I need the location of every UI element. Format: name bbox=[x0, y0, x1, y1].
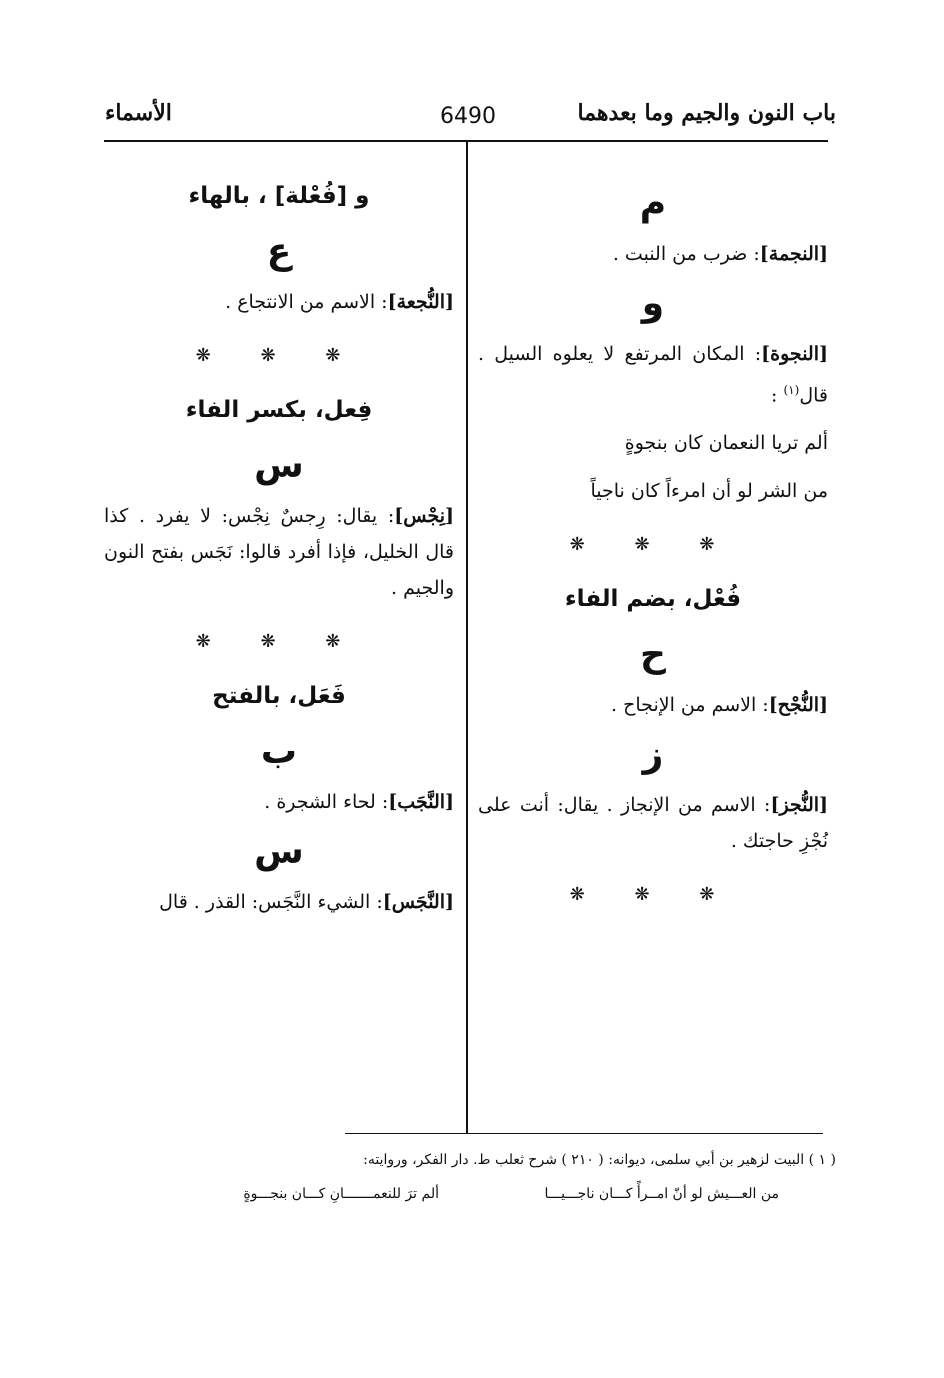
section-separator: ❋ ❋ ❋ bbox=[195, 631, 363, 652]
letter-heading-waw: و bbox=[641, 283, 665, 324]
entry-najas bbox=[104, 884, 454, 920]
footnote-1: ( ١ ) البيت لزهير بن أبي سلمى، ديوانه: ( ٢١٠ ) شرح ثعلب ط. دار الفكر، وروايته: bbox=[363, 1152, 836, 1168]
definition-nujz: : الاسم من الإنجاز . يقال: أنت على نُجْزِ حاجتك . bbox=[478, 794, 828, 853]
column-divider bbox=[466, 142, 468, 1134]
entry-nijs bbox=[104, 498, 454, 606]
letter-heading-sin: س bbox=[254, 831, 304, 872]
entry-nujz bbox=[478, 787, 828, 859]
definition-najas: : الشيء النَّجَس: القذر . قال bbox=[159, 891, 383, 913]
definition-najma: : ضرب من النبت . bbox=[612, 243, 760, 265]
section-separator: ❋ ❋ ❋ bbox=[195, 345, 363, 366]
section-separator: ❋ ❋ ❋ bbox=[569, 534, 737, 556]
section-heading-fula: و [فُعْلة] ، بالهاء bbox=[188, 183, 370, 209]
page-number: 6490 bbox=[440, 104, 496, 129]
entry-najab bbox=[104, 784, 454, 820]
section-separator: ❋ ❋ ❋ bbox=[569, 884, 737, 906]
verse-line-2: من الشر لو أن امرءاً كان ناجياً bbox=[590, 480, 828, 503]
footnote-verse-first-hemistich: ألم ترَ للنعمـــــــانِ كـــان بنجـــوةٍ bbox=[243, 1186, 439, 1202]
footnote-rule bbox=[345, 1133, 823, 1134]
entry-najwa bbox=[478, 336, 828, 413]
headword-najas: [النَّجَس] bbox=[382, 891, 454, 913]
entry-nujh bbox=[478, 687, 828, 723]
definition-najwa: : المكان المرتفع لا يعلوه السيل . قال bbox=[478, 343, 828, 407]
footnote-verse-second-hemistich: من العـــيش لو أنّ امــرأً كـــان ناجـــيـــا bbox=[544, 1186, 779, 1202]
headword-nujh: [النُّجْح] bbox=[768, 694, 828, 717]
running-header-right: باب النون والجيم وما بعدهما bbox=[577, 100, 836, 126]
colon: : bbox=[771, 384, 778, 407]
definition-nujaa: : الاسم من الانتجاع . bbox=[225, 291, 388, 313]
entry-nujaa bbox=[104, 284, 454, 320]
letter-heading-ha: ح bbox=[640, 634, 666, 676]
headword-nujaa: [النُّجعة] bbox=[387, 291, 454, 313]
headword-najab: [النَّجَب] bbox=[388, 791, 454, 813]
definition-nujh: : الاسم من الإنجاح . bbox=[611, 694, 769, 717]
headword-najma: [النجمة] bbox=[759, 243, 828, 265]
entry-najma bbox=[478, 236, 828, 272]
letter-heading-ain: ع bbox=[266, 231, 292, 272]
right-column bbox=[478, 172, 828, 931]
left-column bbox=[104, 172, 454, 928]
definition-nijs: : يقال: رِجسٌ نِجْس: لا يفرد . كذا قال الخليل، فإذا أفرد قالوا: نَجَس بفتح النون والجيم . bbox=[104, 505, 454, 599]
letter-heading-mim: م bbox=[639, 183, 667, 224]
verse-line-1: ألم تريا النعمان كان بنجوةٍ bbox=[624, 432, 828, 455]
headword-nijs: [نِجْس] bbox=[394, 505, 454, 527]
headword-nujz: [النُّجز] bbox=[770, 794, 828, 817]
section-heading-fal: فَعَل، بالفتح bbox=[212, 683, 346, 709]
definition-najab: : لحاء الشجرة . bbox=[264, 791, 389, 813]
running-header-left: الأسماء bbox=[105, 100, 172, 126]
letter-heading-zay: ز bbox=[642, 734, 664, 776]
footnote-ref: (١) bbox=[783, 383, 800, 397]
section-heading-fil: فِعل، بكسر الفاء bbox=[185, 397, 373, 423]
headword-najwa: [النجوة] bbox=[761, 343, 828, 365]
letter-heading-sin: س bbox=[254, 445, 304, 486]
section-heading-fuel: فُعْل، بضم الفاء bbox=[564, 586, 742, 613]
letter-heading-ba: ب bbox=[260, 731, 298, 772]
